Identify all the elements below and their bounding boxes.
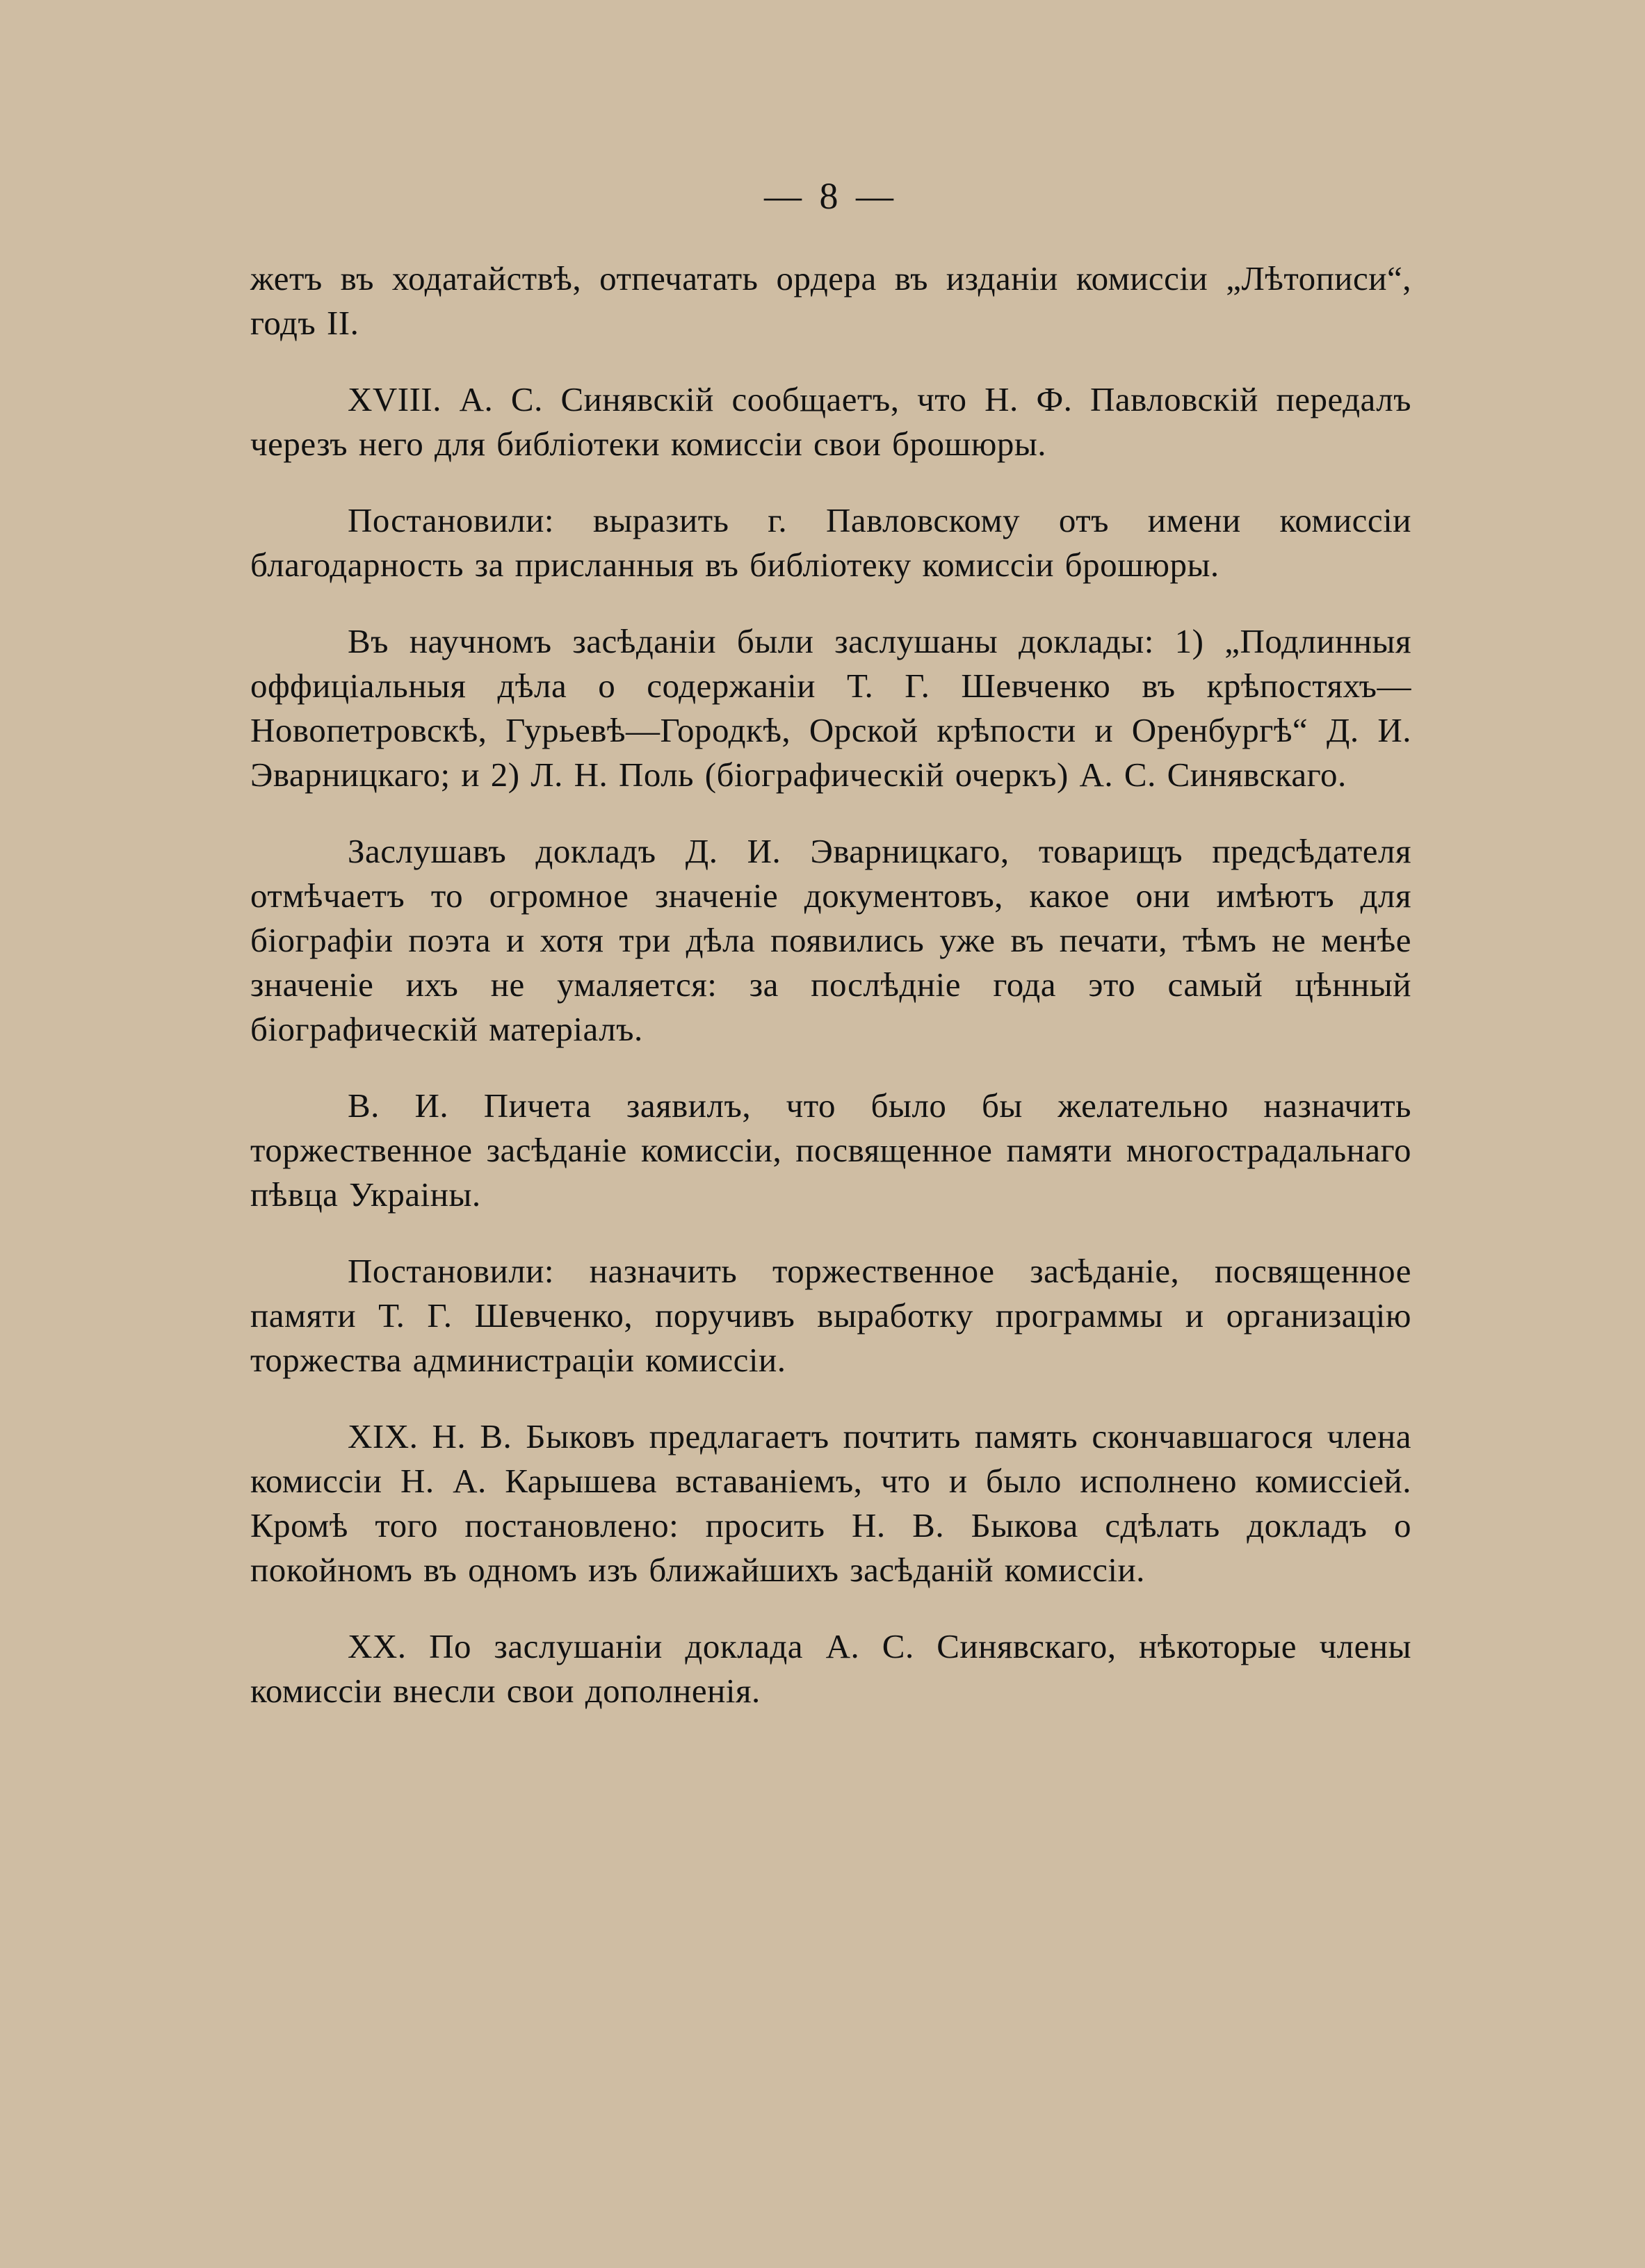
paragraph-item-xviii: XVIII. А. С. Синявскій сообщаетъ, что Н. Ф. Павловскій передалъ черезъ него для библіотеки комиссіи свои брошюры.	[250, 380, 1411, 463]
paragraph-resolution-shevchenko: Постановили: назначить торжественное засѣданіе, посвященное памяти Т. Г. Шевченко, поручивъ выработку программы и организацію торжества администраціи комиссіи.	[250, 1252, 1411, 1379]
page-number: — 8 —	[764, 175, 898, 217]
paragraph-item-xx: XX. По заслушаніи доклада А. С. Синявскаго, нѣкоторые члены комиссіи внесли свои дополненія.	[250, 1627, 1411, 1710]
paragraph-evarnitsky-report: Заслушавъ докладъ Д. И. Эварницкаго, товарищъ предсѣдателя отмѣчаетъ то огромное значеніе документовъ, какое они имѣютъ для біографіи поэта и хотя три дѣла появились уже въ печати, тѣмъ не менѣе значеніе ихъ не умаляется: за послѣдніе года это самый цѣнный біографическій матеріалъ.	[250, 832, 1411, 1048]
paragraph-picheta-proposal: В. И. Пичета заявилъ, что было бы желательно назначить торжественное засѣданіе комиссіи, посвященное памяти многострадальнаго пѣвца Украіны.	[250, 1086, 1411, 1214]
paragraph-scientific-session: Въ научномъ засѣданіи были заслушаны доклады: 1) „Подлинныя оффиціальныя дѣла о содержаніи Т. Г. Шевченко въ крѣпостяхъ—Новопетровскѣ, Гурьевѣ—Городкѣ, Орской крѣпости и Оренбургѣ“ Д. И. Эварницкаго; и 2) Л. Н. Поль (біографическій очеркъ) А. С. Синявскаго.	[250, 622, 1411, 794]
paragraph-item-xix: XIX. Н. В. Быковъ предлагаетъ почтить память скончавшагося члена комиссіи Н. А. Карышева вставаніемъ, что и было исполнено комиссіей. Кромѣ того постановлено: просить Н. В. Быкова сдѣлать докладъ о покойномъ въ одномъ изъ ближайшихъ засѣданій комиссіи.	[250, 1417, 1411, 1589]
paragraph-continuation: жетъ въ ходатайствѣ, отпечатать ордера въ изданіи комиссіи „Лѣтописи“, годъ II.	[250, 259, 1411, 342]
document-page	[250, 177, 1411, 1731]
paragraph-resolution-pavlovsky: Постановили: выразить г. Павловскому отъ имени комиссіи благодарность за присланныя въ библіотеку комиссіи брошюры.	[250, 501, 1411, 584]
